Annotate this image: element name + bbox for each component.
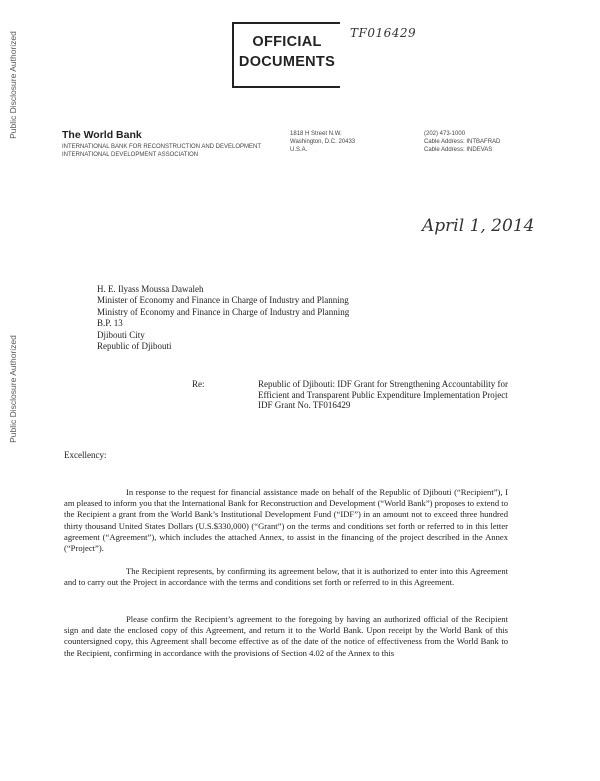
- body-paragraph-2: The Recipient represents, by confirming its agreement below, that it is authorized to enter into this Agreement and to carry out the Project in accordance with the terms and conditions set forth or referred to in this Agreement.: [64, 566, 508, 588]
- addressee-line: Ministry of Economy and Finance in Charge of Industry and Planning: [97, 306, 350, 317]
- contact-line: Cable Address: INDEVAS: [424, 147, 493, 153]
- stamp-line-2: DOCUMENTS: [238, 54, 336, 70]
- re-subject: [258, 379, 508, 411]
- address-line: U.S.A.: [290, 147, 308, 153]
- contact-line: Cable Address: INTBAFRAD: [424, 139, 501, 145]
- letterhead-org-line-1: INTERNATIONAL BANK FOR RECONSTRUCTION AND DEVELOPMENT: [62, 144, 262, 150]
- addressee-line: B.P. 13: [97, 318, 123, 329]
- addressee-line: Djibouti City: [97, 329, 145, 340]
- handwritten-grant-number: TF016429: [350, 26, 417, 40]
- side-label-top: Public Disclosure Authorized: [8, 31, 18, 139]
- letterhead-org-name: The World Bank: [62, 129, 142, 141]
- re-title: Republic of Djibouti: IDF Grant for Strengthening Accountability for Efficient and Transparent Public Expenditure Implementation Project: [258, 379, 508, 400]
- address-line: 1818 H Street N.W.: [290, 131, 342, 137]
- handwritten-date: April 1, 2014: [422, 216, 535, 236]
- letterhead-address: [290, 130, 355, 154]
- body-paragraph-1: In response to the request for financial assistance made on behalf of the Republic of Djibouti (“Recipient”), I am pleased to inform you that the International Bank for Reconstruction and Development (“World Bank”) proposes to extend to the Recipient a grant from the World Bank’s Institutional Development Fund (“IDF”) in an amount not to exceed three hundred thirty thousand United States Dollars (U.S.$330,000) (“Grant”) on the terms and conditions set forth or referred to in this letter agreement (“Agreement”), which includes the attached Annex, to assist in the financing of the project described in the Annex (“Project”).: [64, 487, 508, 554]
- addressee-line: H. E. Ilyass Moussa Dawaleh: [97, 284, 204, 294]
- letterhead-contact: [424, 130, 500, 154]
- letterhead-org-line-2: INTERNATIONAL DEVELOPMENT ASSOCIATION: [62, 152, 199, 158]
- salutation: Excellency:: [64, 450, 107, 460]
- addressee-line: Republic of Djibouti: [97, 341, 172, 352]
- official-documents-stamp: [232, 22, 340, 88]
- body-paragraph-3: Please confirm the Recipient’s agreement to the foregoing by having an authorized official of the Recipient sign and date the enclosed copy of this Agreement, and return it to the World Bank. Upon receipt by the World Bank of this countersigned copy, this Agreement shall become effective as of the date of the notice of effectiveness from the World Bank to the Recipient, confirming in accordance with the provisions of Section 4.02 of the Annex to this: [64, 614, 508, 658]
- re-label: Re:: [192, 379, 205, 389]
- addressee-block: [97, 284, 349, 352]
- side-label-bottom: Public Disclosure Authorized: [8, 335, 18, 443]
- stamp-line-1: OFFICIAL: [252, 34, 322, 50]
- contact-line: (202) 473-1000: [424, 131, 466, 137]
- re-grant-number: IDF Grant No. TF016429: [258, 400, 351, 411]
- addressee-line: Minister of Economy and Finance in Charge of Industry and Planning: [97, 295, 349, 306]
- address-line: Washington, D.C. 20433: [290, 139, 356, 145]
